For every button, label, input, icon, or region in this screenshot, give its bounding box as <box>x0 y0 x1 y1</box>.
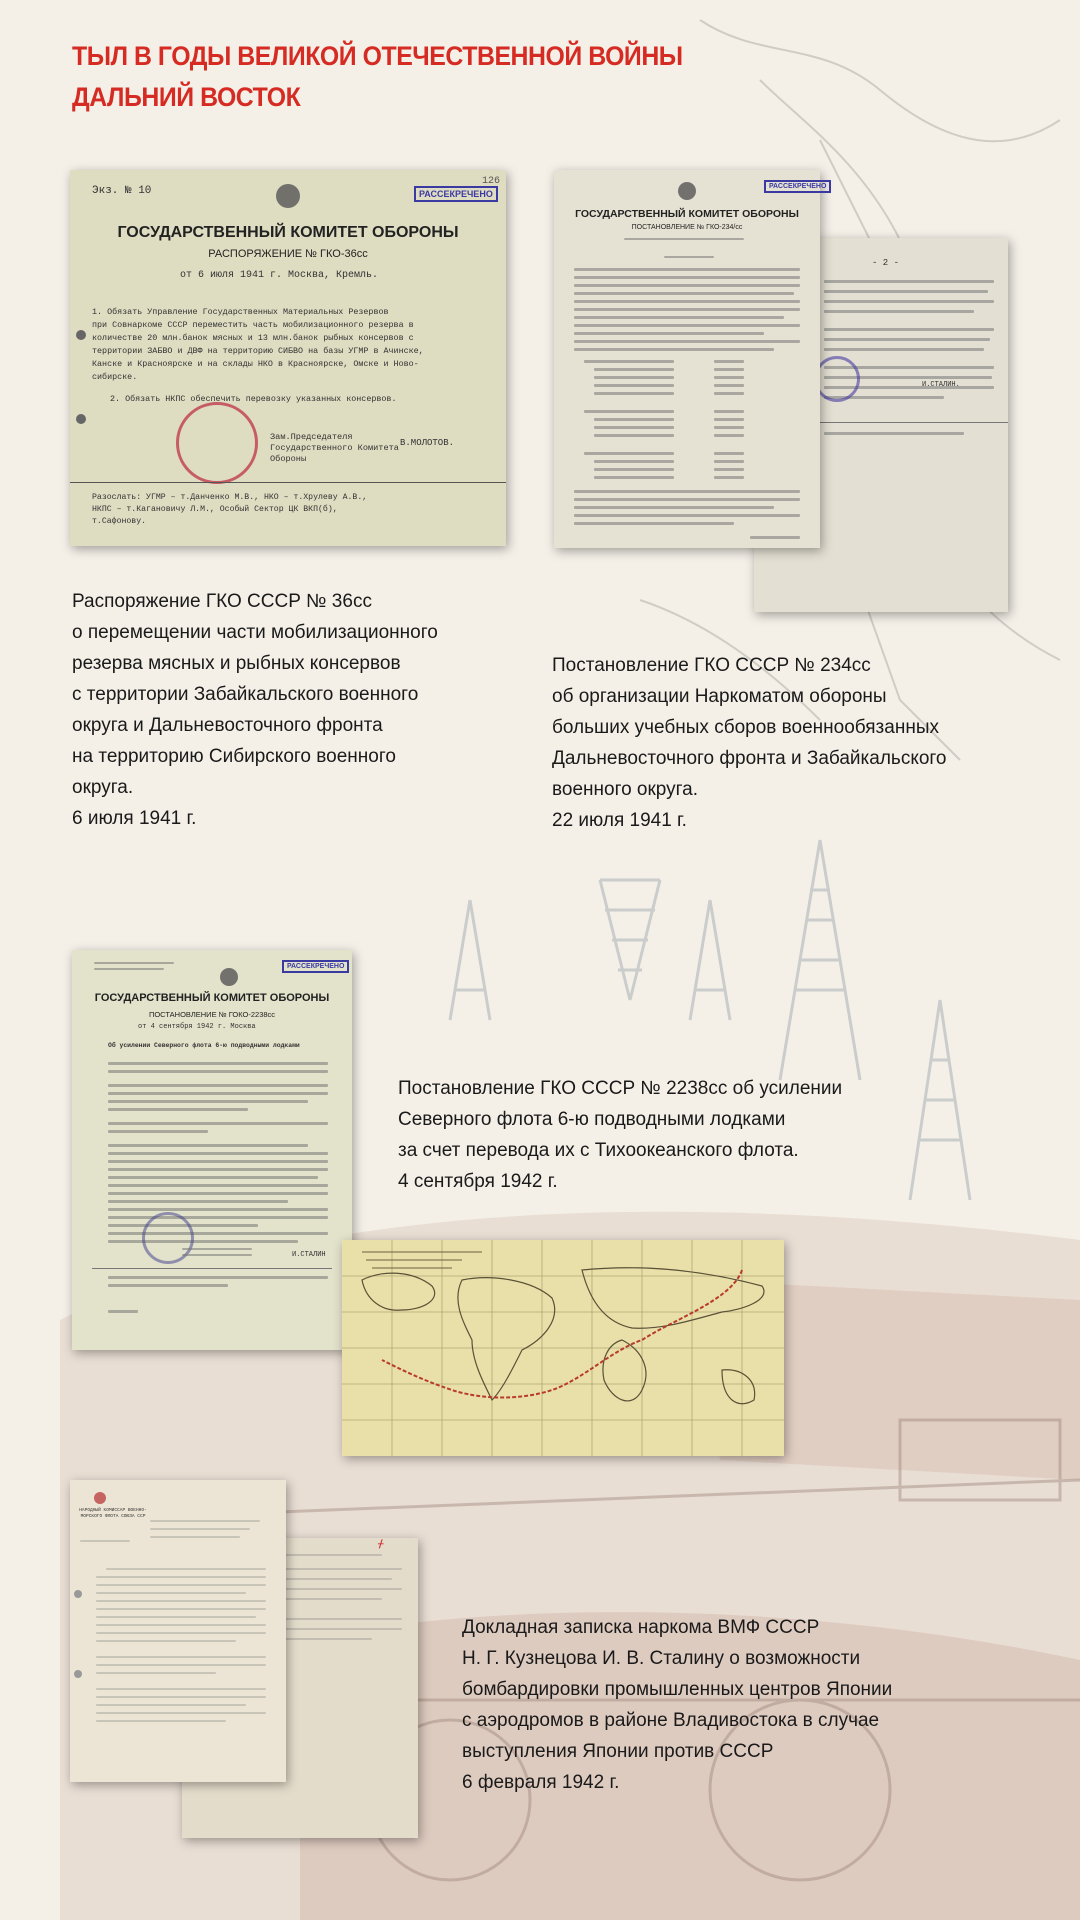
header-subtitle: ДАЛЬНИЙ ВОСТОК <box>72 82 301 112</box>
document-image-order-36 <box>70 170 506 546</box>
ussr-emblem-icon <box>94 1492 106 1504</box>
doc-page-number: 126 <box>482 176 501 187</box>
doc-signature-title: Зам.Председателя Государственного Комитета Обороны <box>270 432 399 464</box>
doc-title: ГОСУДАРСТВЕННЫЙ КОМИТЕТ ОБОРОНЫ <box>117 224 459 241</box>
caption-order-36: Распоряжение ГКО СССР № 36сс о перемещении части мобилизационного резерва мясных и рыбных консервов с территории Забайкальского военного округа и Дальневосточного фронта на территорию Сибирского военного округа. 6 июля 1941 г. <box>72 591 438 829</box>
doc-signer: И.СТАЛИН. <box>922 381 960 389</box>
doc-title: ГОСУДАРСТВЕННЫЙ КОМИТЕТ ОБОРОНЫ <box>94 992 330 1004</box>
document-image-decree-2238 <box>72 950 352 1350</box>
doc-org: НАРОДНЫЙ КОМИССАР ВОЕННО-МОРСКОГО ФЛОТА СОЮЗА ССР <box>79 1508 147 1519</box>
doc-date: от 4 сентября 1942 г. Москва <box>138 1023 256 1031</box>
doc-title: ГОСУДАРСТВЕННЫЙ КОМИТЕТ ОБОРОНЫ <box>575 208 799 220</box>
ussr-emblem-icon <box>220 968 238 986</box>
doc-signer: И.СТАЛИН <box>292 1251 326 1259</box>
doc-paragraph-2: 2. Обязать НКПС обеспечить перевозку указанных консервов. <box>110 394 397 404</box>
doc-page-label: - 2 - <box>872 258 900 268</box>
document-image-decree-234 <box>554 170 827 548</box>
page-header <box>72 36 736 118</box>
declassified-stamp: РАССЕКРЕЧЕНО <box>282 960 349 973</box>
document-image-report-page1 <box>70 1480 286 1782</box>
declassified-stamp: РАССЕКРЕЧЕНО <box>414 186 498 202</box>
caption-decree-234: Постановление ГКО СССР № 234сс об организации Наркоматом обороны больших учебных сборов военнообязанных Дальневосточного фронта и Забайкальского военного округа. 22 июля 1941 г. <box>552 655 947 831</box>
caption-decree-2238: Постановление ГКО СССР № 2238сс об усилении Северного флота 6-ю подводными лодками за счет перевода их с Тихоокеанского флота. 4 сентября 1942 г. <box>398 1078 843 1192</box>
header-title: ТЫЛ В ГОДЫ ВЕЛИКОЙ ОТЕЧЕСТВЕННОЙ ВОЙНЫ <box>72 41 683 71</box>
doc-subtitle: ПОСТАНОВЛЕНИЕ № ГОКО-2238сс <box>148 1010 276 1019</box>
ussr-emblem-icon <box>276 184 300 208</box>
doc-copy-number: Экз. № 10 <box>92 185 152 197</box>
doc-paragraph-1: 1. Обязать Управление Государственных Материальных Резервов при Совнаркоме СССР переместить часть мобилизационного резерва в количестве 20 млн.банок мясных и 13 млн.банок рыбных консервов с территории ЗАБВО и ДВФ на территорию СИБВО на базы УГМР в Ачинске, Канске и Красноярске и на склады НКО в Красноярске, Омске и Ново- сибирске. <box>92 307 424 382</box>
document-image-route-map <box>342 1240 784 1456</box>
ussr-emblem-icon <box>678 182 696 200</box>
caption-report: Докладная записка наркома ВМФ СССР Н. Г. Кузнецова И. В. Сталину о возможности бомбардировки промышленных центров Японии с аэродромов в районе Владивостока в случае выступления Японии против СССР 6 февраля 1942 г. <box>462 1617 893 1793</box>
doc-date: от 6 июля 1941 г. Москва, Кремль. <box>180 270 379 281</box>
doc-signer: В.МОЛОТОВ. <box>400 438 455 448</box>
red-seal <box>176 402 258 484</box>
declassified-stamp: РАССЕКРЕЧЕНО <box>764 180 831 193</box>
document-image-report-page2: ᚋ <box>182 1538 418 1838</box>
doc-heading: Об усилении Северного флота 6-ю подводными лодками <box>108 1042 300 1049</box>
doc-distribution: Разослать: УГМР – т.Данченко М.В., НКО – т.Хрулеву А.В., НКПС – т.Кагановичу Л.М., Особый Сектор ЦК ВКП(б), т.Сафонову. <box>92 493 368 526</box>
doc-subtitle: ПОСТАНОВЛЕНИЕ № ГКО-234/сс <box>631 224 743 231</box>
doc-subtitle: РАСПОРЯЖЕНИЕ № ГКО-36сс <box>208 248 368 260</box>
